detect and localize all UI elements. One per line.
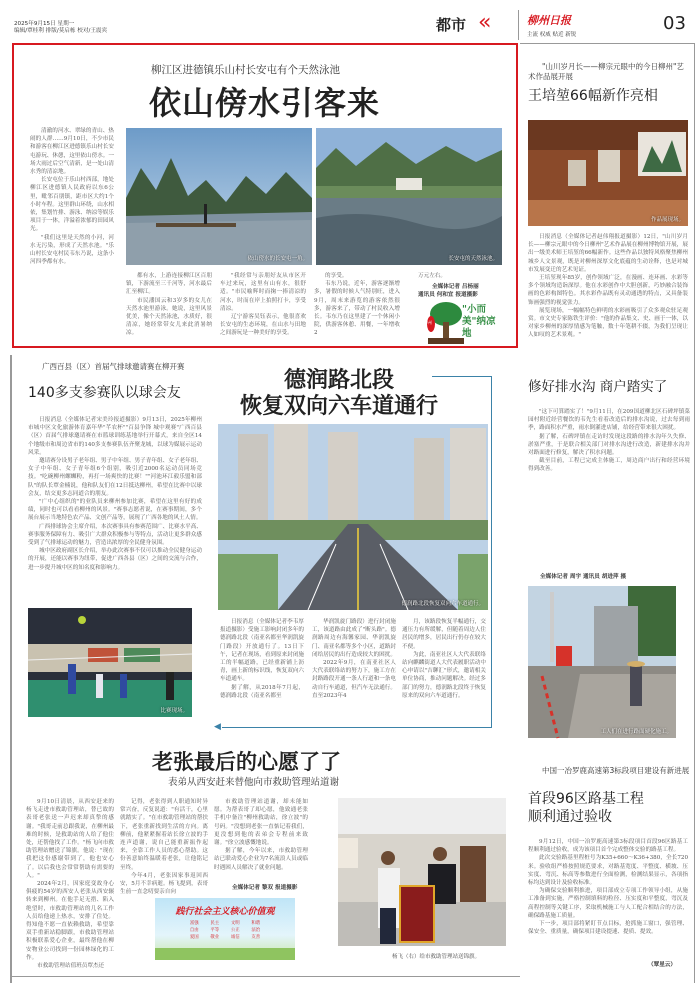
- feature-credit-1: 全媒体记者 吕杨丽: [432, 284, 479, 290]
- photo-caption: 依山傍水的长安屯一角。: [247, 256, 308, 262]
- feature-subtitle: 柳江区进德镇乐山村长安屯有个天然泳池: [151, 64, 340, 76]
- photo-caption: 比赛现场。: [160, 708, 188, 714]
- badge-text: "小而美"纳凉地: [462, 304, 496, 339]
- highway-title: [528, 790, 690, 826]
- highway-credit: （覃星云）: [648, 962, 676, 968]
- zhang-col2: [120, 798, 208, 896]
- paragraph: 今年4月，老张因家事返回西安，5月不幸病逝。杨飞提到，表哥生前一直念叨要亲自向: [120, 872, 208, 896]
- highway-kicker: 中国一冶罗鹿高速第3标段项目建设有新进展: [542, 766, 690, 775]
- volleyball-title: 140多支参赛队以球会友: [28, 385, 181, 401]
- feature-col4: [314, 272, 400, 342]
- core-value-item: 法治: [251, 928, 261, 933]
- photo-natural-pool: [316, 128, 502, 265]
- paragraph: 广西排球协会主席介绍，本次赛事具有参赛范围广、比赛水平高、赛事服务保障有力、吸引广大群众积极参与等特点，活动让更多群众感受到了气排球运动的魅力，营造出浓厚的全民健身氛围。: [28, 523, 202, 547]
- chevron-left-icon: «: [478, 10, 483, 35]
- road-col1: [220, 618, 304, 718]
- paragraph: "广中心组织的"的业队员来柳州参加比赛，希望在这里有好的成绩，同时也可以看看柳州的风景。"赛事志愿者说，在赛事期间，多个展台展示当地特色农产品、文创产品等，展现了广西各地的风土人情。: [28, 499, 202, 522]
- road-title-line2: 恢复双向六车道通行: [239, 394, 438, 419]
- paragraph: 的享受。: [325, 273, 348, 279]
- paragraph: "我经常与亲朋好友从市区开车过来玩，这里有山有水，很舒适。"市民喻辉时而掬一捧清凉的河水，时而在岸上拍照打卡，享受清凉。: [220, 273, 306, 312]
- paragraph: 据了解，石碑坪镇在走访时发现这段路的排水沟年久失修、淤塞严重，于是联合相关部门对排水沟进行改造，新建排水沟并对路面进行修复，解决了积水问题。: [528, 433, 690, 457]
- zhang-col3: [214, 798, 308, 878]
- drain-credit: 全媒体记者 周宇 通讯员 胡进萍 摄: [540, 574, 627, 580]
- photo-caption: 长安屯的天然泳池。: [448, 256, 498, 262]
- core-value-item: 和谐: [251, 921, 261, 926]
- feature-col5: 万元左右。: [418, 273, 446, 279]
- paragraph: 展览现场，一幅幅特色鲜明的水彩画吸引了众多观众驻足观赏。市文史专家陈铁生评价："他的作品集文、史、画于一体，以对家乡柳州的深厚情感为笔触，数十年笔耕不辍，为我们呈现让人如叹的艺术景观。": [528, 307, 688, 339]
- banner-values-grid: [185, 920, 265, 940]
- paragraph: 此次交验路基里程桩号为K35+660～K36+380，全长720米。验收组严格按照规范要求，对路基宽度、平整度、横坡、压实度、弯沉、标高等参数进行全面检测，检测结果显示，各项指标均达到设计及验收标准。: [528, 855, 688, 887]
- zhang-subtitle: 表弟从西安赶来替他向市救助管理站道谢: [168, 777, 340, 788]
- photo-art-exhibition: [528, 120, 688, 226]
- drain-body: [528, 408, 690, 568]
- core-value-item: 公正: [230, 928, 240, 933]
- road-title: [226, 368, 452, 420]
- badge-side-text: 柳州: [424, 320, 432, 325]
- core-value-item: 诚信: [230, 935, 240, 940]
- photo-caption: 工人们在进行路面硬化施工。: [600, 729, 672, 735]
- road-title-line1: 德润路北段: [283, 368, 394, 393]
- paragraph: 辽宁游客吴钰表示，他很喜欢长安屯的生态环境，在山水与田地之间游玩是一种美好的享受。: [220, 314, 306, 337]
- paragraph: 日报消息（全媒体记者赵伟翔报道摄影）12日，"山川岁月长——柳宗元眼中的今日柳州"艺术作品展在柳州博物馆开展，展出一级美术师王培堃的66幅新作。这些作品以独特风格聚焦柳州城乡人文景观，既是对柳州深厚文化底蕴的生动诠释，也是对城市发展变迁的艺术见证。: [528, 234, 688, 273]
- road-frame-right: [491, 376, 492, 728]
- art-title: 王培堃66幅新作亮相: [528, 88, 658, 104]
- road-col2: [312, 618, 396, 718]
- header-date-staff: [14, 21, 107, 35]
- paragraph: 记得，老张得到人职通知时异常兴奋，反复说道："有活干，心里就踏实了。"在市救助管理站的帮扶下，老张重新找到生活的方向。离柳前，他紧紧握着站长徐立波的手连声道谢，说自己能重新振作起来，全靠工作人员的悉心帮助。这份善意始终温暖着老张，让他铭记至终。: [120, 799, 208, 871]
- paragraph: 市救助管理站值班员覃杰还: [37, 963, 105, 970]
- paragraph: 华润凯旋门路段）进行封闭施工，该道路由此成了"断头路"。德润路周边有海馨家园、华润凯旋门、南亚名都等多个小区，道路封闭给居民的出行造成较大的困扰。: [312, 619, 396, 658]
- highway-title-line1: 首段96区路基工程: [528, 791, 644, 807]
- highway-title-line2: 顺利通过验收: [528, 809, 612, 825]
- paragraph: "这下可算踏实了！"9月11日，在209国道柳北区石碑坪镇菜园村附近经营餐饮的韦先生看着改造后的排水沟说，过去每到雨季，路面积水严重，雨水倒灌进店铺，给经营带来很大困扰。: [528, 409, 690, 432]
- paragraph: 清澈的河水、翠绿的青山、热闹的人群……9月10日，不少市民和游客在柳江区进德镇乐山村长安屯游玩、休憩，这里依山傍水。一场大雨过后空气清新，是一处山清水秀的清凉地。: [30, 128, 114, 176]
- feature-col2: [126, 272, 212, 342]
- page-number: 03: [663, 13, 686, 34]
- paragraph: 月，该路段恢复半幅通行，交通压力有所缓解，但随着周边人住居民的增多，居民出行仍存在较大不便。: [402, 619, 486, 650]
- paragraph: 日报消息（全媒体记者宋美玲报道摄影）9月13日，2025年柳州市城中区文化旅游体育嘉年华"芊农杯""百县争锋 城中观赛"广西百县（区）首届气排球邀请赛在市篮球训练基地举行开幕式，来自全区14个地级市和周边省市的140多支参赛队伍齐聚龙城，以球为媒展示运动风采。: [28, 417, 202, 456]
- paragraph: 日报消息（全媒体记者李韦厚报道摄影）受施工影响封闭多年的德润路北段（南亚名都至华润凯旋门路段）开放通行了。13日下午，记者在现场，看到原来封闭施工的半幅道路，已经重新铺上沥青，画上新的标识线，恢复双向六车道通车。: [220, 619, 304, 683]
- zhang-col1: [26, 798, 114, 970]
- core-value-item: 文明: [230, 921, 240, 926]
- drain-title: 修好排水沟 商户踏实了: [528, 379, 668, 395]
- feature-col1: [30, 127, 114, 341]
- paragraph: 都有水，上游连接柳江区百朋镇，下游流至三千河等，河水最后汇至柳江。: [126, 273, 212, 296]
- left-column-border: [10, 355, 12, 983]
- core-value-item: 敬业: [210, 935, 220, 940]
- road-frame-bottom: [222, 727, 492, 728]
- art-kicker: "山川岁月长——柳宗元眼中的今日柳州"艺术作品展开展: [528, 62, 684, 81]
- photo-road-workers: [528, 586, 676, 738]
- cool-spot-badge: [418, 300, 504, 344]
- photo-caption: 作品展现场。: [650, 217, 684, 223]
- core-value-item: 平等: [210, 928, 220, 933]
- paragraph: 下一步，项目部将紧盯节点目标，抢抓施工窗口，强管理、保安全、重质量，确保项目建设提速、提质、提效。: [528, 921, 688, 936]
- photo-volleyball-match: [28, 608, 192, 717]
- highway-body: [528, 838, 688, 960]
- paragraph: 为确保交验顺利推进，项目部成立专项工作领导小组，从施工准备到实施，严格控制填料的粒径、压实度和平整度，弯沉及高程控制等关键工序，采取机械施工与人工配合相结合的方法，确保路基施工质量。: [528, 888, 688, 919]
- zhang-credit: 全媒体记者 黎双 报道摄影: [232, 885, 298, 891]
- paragraph: 邀请赛分设男子老年组、男子中年组、男子青年组、女子老年组、女子中年组、女子青年组6个组别，吸引近2000名运动员同场竞技。"吃碗柳州螺蛳粉，再打一场爽快的比赛！""河池环江毅乐盟和部队"的队长覃金楠说，他和队友们在12日抵达柳州，希望在比赛中以球会友，结交更多志同道合的朋友。: [28, 458, 202, 497]
- section-title: 都市: [436, 16, 467, 34]
- paragraph: 王培堃现年85岁，创作领域广泛，在漫画、连环画、水彩等多个领域均造诣深厚。他在水彩创作中大胆创新，巧妙融合装饰画的色彩构图特色。其水彩作品既有灵动通透的特点，又具备装饰画强烈的视觉张力。: [528, 275, 688, 306]
- paragraph: 长安屯位于乐山村西部，地处柳江区进德镇人民政府以东6公里，毗邻百朋镇，距市区大约1个小时车程。这里群山环绕，山水相依，集划竹排、游泳、纳凉等娱乐项目于一体，洋溢着浓郁的田园风光。: [30, 177, 114, 233]
- bottom-rule: [10, 976, 520, 977]
- paragraph: 2022年9月，在南亚社区人大代表联络站的努力下，施工方在封路路段开通一条人行道和一条电动自行车通道，但汽车无法通行。直至2023年4: [312, 660, 396, 699]
- date-line: 2025年9月15日 星期一: [14, 21, 75, 27]
- feature-title: 依山傍水引客来: [149, 84, 381, 122]
- newspaper-slogan: 主流 权威 贴近 新锐: [527, 32, 577, 38]
- road-col3: [402, 618, 486, 718]
- paragraph: 2024年2月，因家庭变故身心俱疲的54岁的西安人老张从西安辗转来到柳州。在他手足无措、陷入绝望时，市救助管理站的几名工作人员给他递上热水，安排了住处。得知他不愿一直依赖救助，希望靠双手重新站稳脚跟，市救助管理站积极联系爱心企业，最终帮他在柳安物业公司找到一份园林绿化的工作。: [26, 881, 114, 961]
- paragraph: 9月10日清晨，从西安赶来的杨飞走进市救助管理站，替已故的表哥老张送一声迟来却真挚的感谢。"我哥走前总跟我说，在柳州最难的时候，是救助站的人给了他住处，还帮他找了工作。"杨飞向市救助管理站赠送了锦旗。他说："现在我把这份感谢带到了，他也安心了。以后我也会常常帮助有需要的人。": [26, 799, 114, 879]
- core-value-item: 民主: [210, 921, 220, 926]
- feature-col3: [220, 272, 306, 342]
- staff-line: 编辑/覃桂利 排版/莫启栋 校对/王震宾: [14, 28, 108, 34]
- art-body: [528, 233, 688, 345]
- header-divider: [518, 10, 519, 40]
- core-values-banner: [155, 898, 295, 960]
- photo-road: [218, 424, 488, 610]
- photo-banner-presentation: [338, 798, 506, 946]
- paragraph: 城中区政府副区长介绍，举办此次赛事不仅可以推动全民健身运动的开展，还能以赛事为纽带，促进广西各县（区）之间的交流与合作，进一步提升城中区的知名度和影响力。: [28, 548, 202, 571]
- paragraph: 市民潘国云和3岁多的女儿在天然水池里游泳。她说，这里风景优美，像个天然泳池，水质好，很清凉，她经常带女儿来此消暑纳凉。: [126, 297, 212, 337]
- banner-ground: [155, 948, 295, 960]
- core-value-item: 爱国: [189, 935, 199, 940]
- zhang-title: 老张最后的心愿了了: [152, 750, 341, 774]
- right-column-top-rule: [520, 43, 694, 44]
- newspaper-logo: 柳州日报: [527, 14, 571, 27]
- volleyball-body: [28, 416, 202, 602]
- core-value-item: 自由: [189, 928, 199, 933]
- banner-title: 践行社会主义核心价值观: [175, 907, 275, 917]
- right-column-border: [694, 43, 695, 983]
- paragraph: 据了解，今年以来，市救助管理站已联动爱心企业为7名流浪人员或临时遇困人员解决了就业问题。: [214, 848, 308, 871]
- photo-river-mountains: [126, 128, 312, 265]
- paragraph: "我们这里是天然的小河，河水无污染，形成了天然水池。"乐山村长安屯村民韦东乃说，这条小河四季都有水。: [30, 234, 114, 266]
- paragraph: 为此，南亚社区人大代表联络站向麒麟街道人大代表履职活动中心申请以"吉聊汇"形式，邀请相关单位协商，推动问题解决。经过多部门的努力，德润路北段终于恢复原来的双向六车道通行。: [402, 651, 486, 699]
- paragraph: 截至目前，工程已完成主体施工，周边商户出行和经营环境得到改善。: [528, 458, 690, 473]
- zhang-photo-caption: 杨飞（右）给市救助管理站送锦旗。: [392, 954, 481, 960]
- paragraph: 据了解，从2018年7月起，德润路北段（南亚名都至: [220, 684, 304, 699]
- paragraph: 市救助管理站道谢，却未能如愿。为帮表哥了却心愿，他致通老张手机中备注"柳州救助站，徐立波"的号码。"没想到老张一直惦记着我们，更没想到他的表弟会专程前来致谢。"徐立波感慨地说。: [214, 799, 308, 847]
- photo-caption: 德润路北段恢复双向六车道通行。: [401, 601, 484, 607]
- road-frame-top: [432, 376, 492, 377]
- volleyball-kicker: 广西百县（区）首届气排球邀请赛在柳开赛: [42, 362, 185, 371]
- core-value-item: 富强: [189, 921, 199, 926]
- core-value-item: 友善: [251, 935, 261, 940]
- arrow-left-icon: ◀: [214, 722, 221, 732]
- feature-credit-2: 通讯员 何和宜 报道摄影: [418, 292, 478, 298]
- paragraph: 韦东乃说，近年，游客逐渐增多，暑假的时候人气特别旺，进入9月，周末来游览的游客依然很多，游客来了，带动了村民收入增长。韦东乃在这里建了一个休闲小院，供游客休憩、用餐，一年增收2: [314, 281, 400, 337]
- paragraph: 9月12日，中国一冶罗鹿高速第3标段项目首段96区路基工程顺利通过验收，成为该项目首个完成整体交验的路基工程。: [528, 839, 688, 854]
